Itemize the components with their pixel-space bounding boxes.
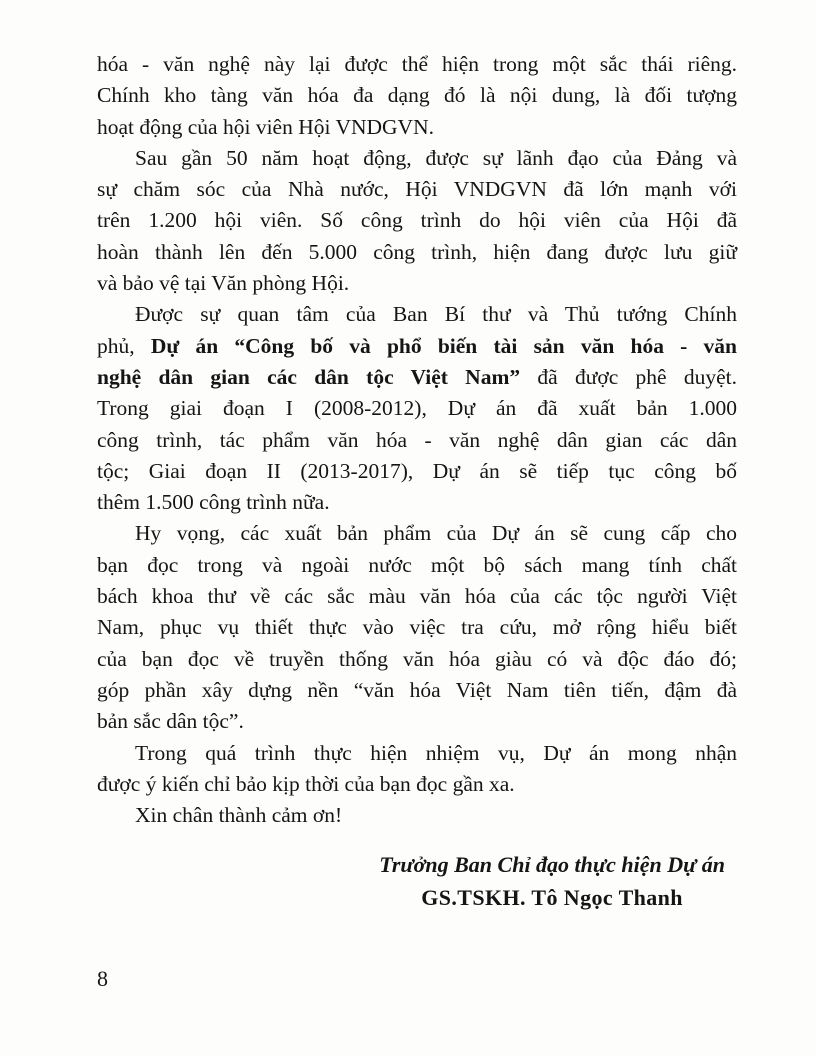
signature-name: GS.TSKH. Tô Ngọc Thanh — [421, 885, 683, 911]
text-line — [97, 518, 737, 549]
text-segment: sự chăm sóc của Nhà nước, Hội VNDGVN đã lớn mạnh với — [97, 177, 737, 202]
text-segment: tộc; Giai đoạn II (2013-2017), Dự án sẽ tiếp tục công bố — [97, 458, 737, 483]
text-line — [97, 425, 737, 456]
text-segment: phủ, — [97, 333, 151, 358]
text-segment: hóa - văn nghệ này lại được thể hiện trong một sắc thái riêng. — [97, 52, 737, 76]
text-segment: Trong quá trình thực hiện nhiệm vụ, Dự án mong nhận — [135, 740, 737, 765]
text-segment: được ý kiến chỉ bảo kịp thời của bạn đọc gần xa. — [97, 771, 515, 796]
text-segment: hoàn thành lên đến 5.000 công trình, hiện đang được lưu giữ — [97, 239, 737, 264]
text-segment: thêm 1.500 công trình nữa. — [97, 490, 330, 515]
text-line — [97, 612, 737, 643]
text-line — [97, 143, 737, 174]
text-line — [97, 393, 737, 424]
text-line — [97, 456, 737, 487]
text-segment: góp phần xây dựng nền “văn hóa Việt Nam tiên tiến, đậm đà — [97, 677, 737, 702]
paragraph — [97, 738, 737, 801]
text-segment: Sau gần 50 năm hoạt động, được sự lãnh đạo của Đảng và — [135, 145, 737, 170]
text-line — [97, 738, 737, 769]
page-number: 8 — [97, 966, 108, 991]
text-line — [97, 800, 737, 831]
text-segment: bản sắc dân tộc”. — [97, 709, 244, 734]
text-segment: bách khoa thư về các sắc màu văn hóa của các tộc người Việt — [97, 584, 737, 609]
text-segment: công trình, tác phẩm văn hóa - văn nghệ dân gian các dân — [97, 427, 737, 452]
text-line — [97, 644, 737, 675]
text-line — [97, 112, 737, 143]
text-segment: Nam, phục vụ thiết thực vào việc tra cứu, mở rộng hiểu biết — [97, 615, 737, 640]
text-line — [97, 581, 737, 612]
paragraph — [97, 49, 737, 143]
text-line — [97, 268, 737, 299]
text-line — [97, 675, 737, 706]
text-line — [97, 331, 737, 362]
text-line — [97, 550, 737, 581]
text-line — [97, 769, 737, 800]
text-line — [97, 299, 737, 330]
text-line — [97, 362, 737, 393]
text-segment: Xin chân thành cảm ơn! — [135, 803, 343, 828]
text-line — [97, 80, 737, 111]
text-line — [97, 237, 737, 268]
text-block — [97, 49, 737, 914]
text-segment: đã được phê duyệt. — [520, 364, 737, 389]
signature-block — [379, 848, 725, 914]
text-segment: Được sự quan tâm của Ban Bí thư và Thủ tướng Chính — [135, 302, 737, 327]
bold-text-segment: Dự án “Công bố và phổ biến tài sản văn hóa - văn — [150, 333, 738, 358]
text-segment: Hy vọng, các xuất bản phẩm của Dự án sẽ cung cấp cho — [135, 521, 737, 546]
text-line — [97, 49, 737, 80]
text-segment: Chính kho tàng văn hóa đa dạng đó là nội dung, là đối tượng — [97, 83, 737, 108]
text-segment: Trong giai đoạn I (2008-2012), Dự án đã xuất bản 1.000 — [97, 396, 737, 421]
text-segment: của bạn đọc về truyền thống văn hóa giàu có và độc đáo đó; — [97, 646, 737, 671]
text-segment: bạn đọc trong và ngoài nước một bộ sách mang tính chất — [97, 552, 737, 577]
text-line — [97, 706, 737, 737]
paragraph — [97, 299, 737, 518]
paragraph — [97, 143, 737, 299]
text-segment: và bảo vệ tại Văn phòng Hội. — [97, 271, 350, 296]
signature-role: Trưởng Ban Chỉ đạo thực hiện Dự án — [379, 852, 725, 878]
bold-text-segment: nghệ dân gian các dân tộc Việt Nam” — [97, 364, 521, 389]
text-line — [97, 205, 737, 236]
text-line — [97, 174, 737, 205]
paragraph — [97, 800, 737, 831]
text-line — [97, 487, 737, 518]
text-segment: trên 1.200 hội viên. Số công trình do hội viên của Hội đã — [97, 208, 737, 233]
text-segment: hoạt động của hội viên Hội VNDGVN. — [97, 114, 434, 139]
paragraph — [97, 518, 737, 737]
